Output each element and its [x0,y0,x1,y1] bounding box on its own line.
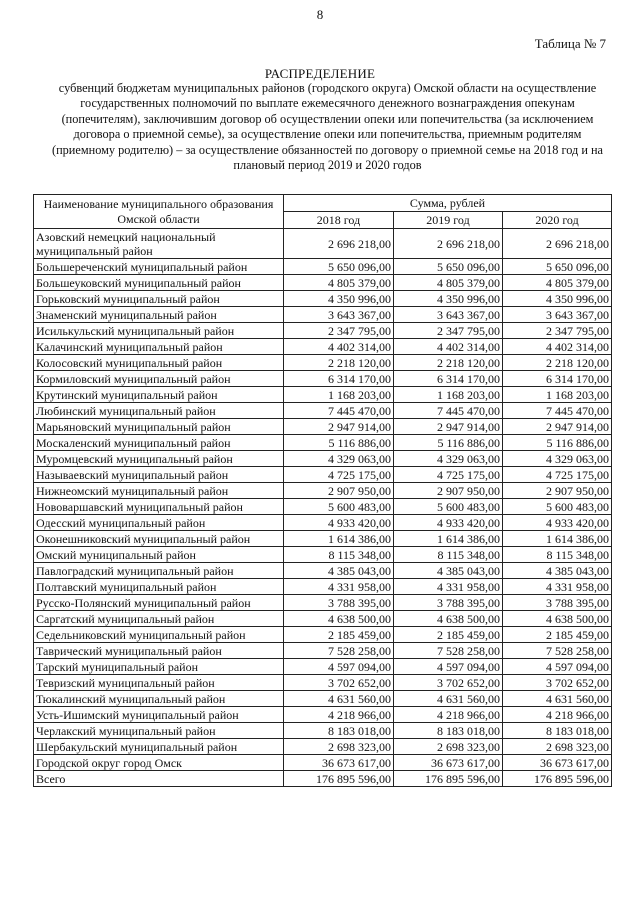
municipality-name-cell: Полтавский муниципальный район [34,579,284,595]
table-row [34,659,612,675]
value-2019-cell: 8 183 018,00 [394,723,503,739]
value-2018-cell: 7 528 258,00 [284,643,394,659]
municipality-name-cell: Любинский муниципальный район [34,403,284,419]
document-subtitle: субвенций бюджетам муниципальных районов (городского округа) Омской области на осуществление государственных полномочий по выплате ежемесячного денежного вознаграждения опекунам (попечителям), заключившим договор об осуществлении опеки или попечительства (за исключением договора о приемной семье), за осуществление опеки или попечительства, приемным родителям (приемному родителю) – за осуществление обязанностей по договору о приемной семье на 2018 год и на плановый период 2019 и 2020 годов [51,81,604,173]
table-row [34,515,612,531]
municipality-name-cell: Городской округ город Омск [34,755,284,771]
table-row [34,291,612,307]
value-2018-cell: 2 947 914,00 [284,419,394,435]
municipality-name-cell: Муромцевский муниципальный район [34,451,284,467]
value-2018-cell: 1 168 203,00 [284,387,394,403]
table-row [34,339,612,355]
table-row [34,579,612,595]
value-2019-cell: 4 385 043,00 [394,563,503,579]
table-row [34,547,612,563]
value-2020-cell: 4 350 996,00 [503,291,612,307]
value-2018-cell: 176 895 596,00 [284,771,394,787]
column-header-2019: 2019 год [394,212,503,229]
value-2019-cell: 4 725 175,00 [394,467,503,483]
value-2018-cell: 8 115 348,00 [284,547,394,563]
value-2018-cell: 4 329 063,00 [284,451,394,467]
value-2020-cell: 2 185 459,00 [503,627,612,643]
municipality-name-cell: Называевский муниципальный район [34,467,284,483]
table-row [34,387,612,403]
municipality-name-cell: Оконешниковский муниципальный район [34,531,284,547]
value-2018-cell: 2 218 120,00 [284,355,394,371]
column-header-sum: Сумма, рублей [284,195,612,212]
table-row [34,723,612,739]
value-2018-cell: 4 385 043,00 [284,563,394,579]
value-2018-cell: 4 402 314,00 [284,339,394,355]
table-row [34,691,612,707]
value-2018-cell: 7 445 470,00 [284,403,394,419]
municipality-name-cell: Одесский муниципальный район [34,515,284,531]
value-2020-cell: 4 329 063,00 [503,451,612,467]
value-2019-cell: 4 631 560,00 [394,691,503,707]
value-2019-cell: 4 638 500,00 [394,611,503,627]
value-2018-cell: 5 600 483,00 [284,499,394,515]
value-2018-cell: 1 614 386,00 [284,531,394,547]
value-2020-cell: 3 788 395,00 [503,595,612,611]
municipality-name-cell: Тевризский муниципальный район [34,675,284,691]
value-2020-cell: 4 385 043,00 [503,563,612,579]
value-2018-cell: 4 805 379,00 [284,275,394,291]
value-2019-cell: 6 314 170,00 [394,371,503,387]
value-2018-cell: 2 698 323,00 [284,739,394,755]
municipality-name-cell: Марьяновский муниципальный район [34,419,284,435]
value-2018-cell: 36 673 617,00 [284,755,394,771]
value-2019-cell: 4 329 063,00 [394,451,503,467]
municipality-name-cell: Знаменский муниципальный район [34,307,284,323]
table-row [34,451,612,467]
value-2019-cell: 2 907 950,00 [394,483,503,499]
value-2020-cell: 2 347 795,00 [503,323,612,339]
value-2020-cell: 2 218 120,00 [503,355,612,371]
value-2018-cell: 4 933 420,00 [284,515,394,531]
table-row [34,307,612,323]
table-row [34,419,612,435]
table-row [34,755,612,771]
municipality-name-cell: Нижнеомский муниципальный район [34,483,284,499]
table-row [34,229,612,259]
value-2020-cell: 4 331 958,00 [503,579,612,595]
value-2019-cell: 36 673 617,00 [394,755,503,771]
value-2020-cell: 5 600 483,00 [503,499,612,515]
value-2019-cell: 7 445 470,00 [394,403,503,419]
municipality-name-cell: Горьковский муниципальный район [34,291,284,307]
table-row [34,355,612,371]
table-row [34,611,612,627]
value-2020-cell: 5 650 096,00 [503,259,612,275]
municipality-name-cell: Крутинский муниципальный район [34,387,284,403]
value-2020-cell: 3 643 367,00 [503,307,612,323]
value-2019-cell: 2 185 459,00 [394,627,503,643]
document-heading: РАСПРЕДЕЛЕНИЕ [264,66,376,81]
value-2020-cell: 7 445 470,00 [503,403,612,419]
municipality-name-cell: Павлоградский муниципальный район [34,563,284,579]
value-2019-cell: 4 805 379,00 [394,275,503,291]
table-row [34,435,612,451]
municipality-name-cell: Москаленский муниципальный район [34,435,284,451]
value-2019-cell: 4 933 420,00 [394,515,503,531]
municipality-name-cell: Омский муниципальный район [34,547,284,563]
municipality-name-cell: Исилькульский муниципальный район [34,323,284,339]
table-row [34,467,612,483]
municipality-name-cell: Тарский муниципальный район [34,659,284,675]
value-2019-cell: 2 696 218,00 [394,229,503,259]
municipality-name-cell: Нововаршавский муниципальный район [34,499,284,515]
value-2020-cell: 1 168 203,00 [503,387,612,403]
value-2019-cell: 1 614 386,00 [394,531,503,547]
municipality-name-cell: Большереченский муниципальный район [34,259,284,275]
value-2018-cell: 4 638 500,00 [284,611,394,627]
table-row [34,771,612,787]
value-2018-cell: 6 314 170,00 [284,371,394,387]
municipality-name-cell: Саргатский муниципальный район [34,611,284,627]
value-2018-cell: 4 597 094,00 [284,659,394,675]
value-2020-cell: 176 895 596,00 [503,771,612,787]
municipality-name-cell: Калачинский муниципальный район [34,339,284,355]
column-header-2020: 2020 год [503,212,612,229]
table-row [34,483,612,499]
municipality-name-cell: Шербакульский муниципальный район [34,739,284,755]
value-2020-cell: 2 947 914,00 [503,419,612,435]
value-2020-cell: 4 218 966,00 [503,707,612,723]
value-2019-cell: 2 347 795,00 [394,323,503,339]
municipality-name-cell: Усть-Ишимский муниципальный район [34,707,284,723]
table-row [34,739,612,755]
value-2019-cell: 4 597 094,00 [394,659,503,675]
value-2018-cell: 5 116 886,00 [284,435,394,451]
municipality-name-cell: Русско-Полянский муниципальный район [34,595,284,611]
value-2018-cell: 3 702 652,00 [284,675,394,691]
value-2019-cell: 5 600 483,00 [394,499,503,515]
value-2019-cell: 1 168 203,00 [394,387,503,403]
value-2019-cell: 2 947 914,00 [394,419,503,435]
municipality-name-cell: Азовский немецкий национальный муниципальный район [34,229,284,259]
value-2019-cell: 176 895 596,00 [394,771,503,787]
value-2019-cell: 4 331 958,00 [394,579,503,595]
value-2019-cell: 2 698 323,00 [394,739,503,755]
value-2020-cell: 6 314 170,00 [503,371,612,387]
municipality-name-cell: Колосовский муниципальный район [34,355,284,371]
table-row [34,323,612,339]
value-2020-cell: 4 725 175,00 [503,467,612,483]
value-2018-cell: 2 185 459,00 [284,627,394,643]
value-2020-cell: 1 614 386,00 [503,531,612,547]
value-2020-cell: 3 702 652,00 [503,675,612,691]
table-row [34,675,612,691]
value-2020-cell: 4 631 560,00 [503,691,612,707]
municipality-name-cell: Всего [34,771,284,787]
municipality-name-cell: Тюкалинский муниципальный район [34,691,284,707]
value-2019-cell: 5 116 886,00 [394,435,503,451]
table-row [34,371,612,387]
value-2020-cell: 8 183 018,00 [503,723,612,739]
value-2018-cell: 3 788 395,00 [284,595,394,611]
value-2019-cell: 3 788 395,00 [394,595,503,611]
value-2018-cell: 2 696 218,00 [284,229,394,259]
table-row [34,595,612,611]
table-row [34,531,612,547]
table-row [34,707,612,723]
value-2019-cell: 4 350 996,00 [394,291,503,307]
value-2019-cell: 5 650 096,00 [394,259,503,275]
municipality-name-cell: Таврический муниципальный район [34,643,284,659]
value-2020-cell: 2 698 323,00 [503,739,612,755]
municipality-name-cell: Большеуковский муниципальный район [34,275,284,291]
municipality-name-cell: Кормиловский муниципальный район [34,371,284,387]
table-body [34,229,612,787]
value-2020-cell: 7 528 258,00 [503,643,612,659]
municipality-name-cell: Черлакский муниципальный район [34,723,284,739]
value-2018-cell: 3 643 367,00 [284,307,394,323]
value-2020-cell: 8 115 348,00 [503,547,612,563]
value-2018-cell: 2 907 950,00 [284,483,394,499]
value-2020-cell: 2 696 218,00 [503,229,612,259]
value-2019-cell: 8 115 348,00 [394,547,503,563]
value-2020-cell: 4 638 500,00 [503,611,612,627]
value-2018-cell: 4 350 996,00 [284,291,394,307]
value-2019-cell: 7 528 258,00 [394,643,503,659]
value-2020-cell: 4 805 379,00 [503,275,612,291]
value-2019-cell: 2 218 120,00 [394,355,503,371]
table-row [34,563,612,579]
value-2018-cell: 5 650 096,00 [284,259,394,275]
table-row [34,643,612,659]
table-row [34,627,612,643]
value-2020-cell: 5 116 886,00 [503,435,612,451]
value-2020-cell: 2 907 950,00 [503,483,612,499]
table-row [34,403,612,419]
value-2019-cell: 3 702 652,00 [394,675,503,691]
page-number: 8 [316,7,324,22]
table-row [34,499,612,515]
value-2019-cell: 4 402 314,00 [394,339,503,355]
column-header-name: Наименование муниципального образования Омской области [34,195,284,229]
value-2018-cell: 4 218 966,00 [284,707,394,723]
value-2019-cell: 4 218 966,00 [394,707,503,723]
value-2020-cell: 4 933 420,00 [503,515,612,531]
value-2018-cell: 4 631 560,00 [284,691,394,707]
value-2020-cell: 36 673 617,00 [503,755,612,771]
value-2018-cell: 2 347 795,00 [284,323,394,339]
value-2020-cell: 4 597 094,00 [503,659,612,675]
municipality-name-cell: Седельниковский муниципальный район [34,627,284,643]
value-2018-cell: 4 331 958,00 [284,579,394,595]
table-label: Таблица № 7 [534,36,606,51]
value-2019-cell: 3 643 367,00 [394,307,503,323]
table-row [34,259,612,275]
distribution-table [33,194,612,787]
value-2018-cell: 8 183 018,00 [284,723,394,739]
column-header-2018: 2018 год [284,212,394,229]
value-2018-cell: 4 725 175,00 [284,467,394,483]
table-row [34,275,612,291]
value-2020-cell: 4 402 314,00 [503,339,612,355]
